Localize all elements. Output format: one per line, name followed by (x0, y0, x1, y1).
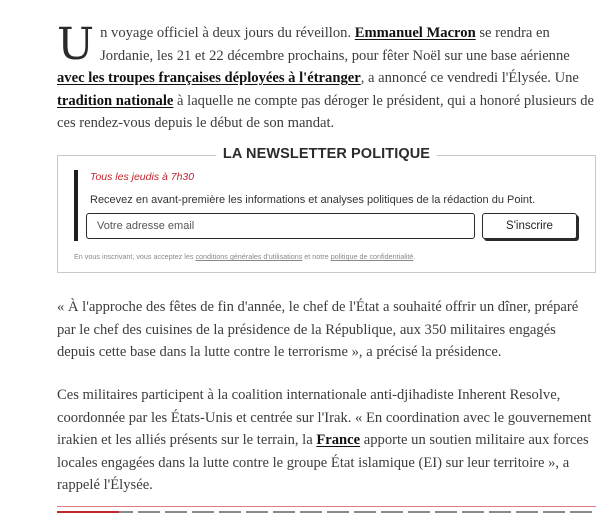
newsletter-description: Recevez en avant-première les informations et analyses politiques de la rédaction du Point. (90, 194, 536, 206)
drop-cap: U (57, 19, 95, 70)
intro-text-3: , a annoncé ce vendredi l'Élysée. Une (360, 70, 579, 86)
legal-text-2: et notre (302, 252, 331, 261)
newsletter-form (86, 213, 586, 241)
coalition-text-1: Ces militaires participent à la coalition internationale anti-djihadiste Inherent Resolve, coordonnée par les États-Unis et centrée sur l'Irak. « En coordination avec le gouvernement irakien et les alliés présents sur le terrain, la (57, 387, 592, 448)
link-emmanuel-macron[interactable]: Emmanuel Macron (354, 25, 476, 41)
newsletter-signup-box (57, 146, 596, 273)
legal-text-1: En vous inscrivant, vous acceptez les (74, 252, 196, 261)
legal-text-3: . (413, 252, 416, 261)
link-tradition-nationale[interactable]: tradition nationale (57, 92, 174, 109)
next-block-kicker-clipped (57, 511, 119, 513)
link-france[interactable]: France (316, 432, 361, 448)
newsletter-title (58, 145, 595, 163)
link-cgu[interactable]: conditions générales d'utilisations (195, 252, 303, 261)
section-divider (57, 506, 596, 507)
next-block-text-clipped (57, 511, 596, 513)
next-block-preview (57, 509, 596, 514)
intro-text-2: se rendra en Jordanie, les 21 et 22 décembre prochains, pour fêter Noël sur une base aérienne (100, 25, 570, 64)
quote-text: « À l'approche des fêtes de fin d'année, le chef de l'État a souhaité offrir un dîner, préparé par le chef des cuisines de la présidence de la République, aux 350 militaires engagés depuis cette base dans la lutte contre le terrorisme », a précisé la présidence. (57, 299, 579, 360)
newsletter-schedule: Tous les jeudis à 7h30 (90, 171, 195, 183)
link-troupes-francaises[interactable]: avec les troupes françaises déployées à l'étranger (57, 70, 361, 86)
coalition-text (57, 384, 597, 497)
email-input[interactable] (86, 213, 475, 239)
coalition-paragraph (57, 384, 597, 497)
coalition-text-2: apporte un soutien militaire aux forces locales engagées dans la lutte contre le groupe État islamique (EI) sur leur territoire », a rappelé l'Élysée. (57, 432, 589, 493)
link-privacy-policy[interactable]: politique de confidentialité (330, 252, 414, 261)
intro-text-4: à laquelle ne compte pas déroger le président, qui a honoré plusieurs de ces rendez-vous depuis le début de son mandat. (57, 92, 594, 131)
intro-paragraph (57, 19, 597, 135)
newsletter-title-text: LA NEWSLETTER POLITIQUE (216, 146, 437, 162)
newsletter-legal-notice (74, 252, 415, 261)
article-body (57, 19, 597, 135)
intro-text-1: n voyage officiel à deux jours du réveillon. (100, 25, 355, 41)
quote-paragraph (57, 296, 597, 364)
subscribe-button[interactable]: S'inscrire (482, 213, 577, 239)
